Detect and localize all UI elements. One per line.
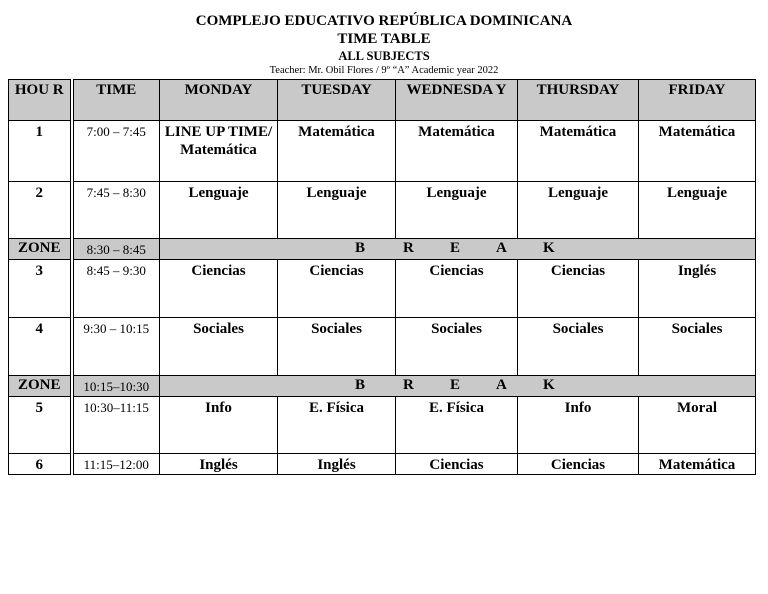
hour-cell: 5 (9, 397, 72, 454)
wednesday-cell: E. Física (396, 397, 518, 454)
break-letter: K (543, 377, 555, 393)
time-cell: 8:30 – 8:45 (72, 239, 160, 260)
wednesday-cell: Sociales (396, 318, 518, 376)
monday-cell: Info (160, 397, 278, 454)
zone-cell: ZONE (9, 239, 72, 260)
break-row (9, 376, 756, 397)
timetable (8, 79, 756, 475)
monday-cell: Ciencias (160, 260, 278, 318)
time-cell: 7:45 – 8:30 (72, 182, 160, 239)
time-cell: 11:15–12:00 (72, 454, 160, 475)
friday-cell: Sociales (639, 318, 756, 376)
hour-cell: 4 (9, 318, 72, 376)
tuesday-cell: Lenguaje (278, 182, 396, 239)
time-cell: 7:00 – 7:45 (72, 121, 160, 182)
break-letter: B (355, 377, 366, 393)
hour-cell: 6 (9, 454, 72, 475)
time-cell: 8:45 – 9:30 (72, 260, 160, 318)
tuesday-cell: E. Física (278, 397, 396, 454)
break-cell (160, 239, 756, 260)
thursday-cell: Sociales (518, 318, 639, 376)
break-letter: R (403, 377, 414, 393)
table-row (9, 121, 756, 182)
break-row (9, 239, 756, 260)
break-letter: E (450, 240, 461, 256)
wednesday-cell: Ciencias (396, 454, 518, 475)
col-header-wednesday: WEDNESDA Y (396, 80, 518, 121)
friday-cell: Moral (639, 397, 756, 454)
break-letter: A (496, 240, 507, 256)
tuesday-cell: Ciencias (278, 260, 396, 318)
monday-cell: LINE UP TIME/ Matemática (160, 121, 278, 182)
monday-cell: Lenguaje (160, 182, 278, 239)
wednesday-cell: Ciencias (396, 260, 518, 318)
monday-cell: Sociales (160, 318, 278, 376)
hour-cell: 1 (9, 121, 72, 182)
table-row (9, 318, 756, 376)
thursday-cell: Info (518, 397, 639, 454)
friday-cell: Inglés (639, 260, 756, 318)
table-row (9, 182, 756, 239)
document-title: TIME TABLE (337, 31, 431, 47)
wednesday-cell: Lenguaje (396, 182, 518, 239)
thursday-cell: Ciencias (518, 260, 639, 318)
thursday-cell: Matemática (518, 121, 639, 182)
time-cell: 10:30–11:15 (72, 397, 160, 454)
break-letter: K (543, 240, 555, 256)
hour-cell: 2 (9, 182, 72, 239)
col-header-thursday: THURSDAY (518, 80, 639, 121)
friday-cell: Matemática (639, 454, 756, 475)
friday-cell: Lenguaje (639, 182, 756, 239)
col-header-hour: HOU R (9, 80, 72, 121)
col-header-tuesday: TUESDAY (278, 80, 396, 121)
school-name: COMPLEJO EDUCATIVO REPÚBLICA DOMINICANA (195, 13, 573, 29)
teacher-line: Teacher: Mr. Obil Flores / 9º “A” Academic year 2022 (269, 65, 499, 76)
time-cell: 10:15–10:30 (72, 376, 160, 397)
table-row (9, 397, 756, 454)
friday-cell: Matemática (639, 121, 756, 182)
document-subtitle: ALL SUBJECTS (338, 49, 430, 63)
break-letter: R (403, 240, 414, 256)
wednesday-cell: Matemática (396, 121, 518, 182)
col-header-time: TIME (72, 80, 160, 121)
break-letter: E (450, 377, 461, 393)
col-header-monday: MONDAY (160, 80, 278, 121)
monday-cell: Inglés (160, 454, 278, 475)
break-letter: B (355, 240, 366, 256)
break-cell (160, 376, 756, 397)
thursday-cell: Lenguaje (518, 182, 639, 239)
table-row (9, 260, 756, 318)
table-row (9, 454, 756, 475)
hour-cell: 3 (9, 260, 72, 318)
break-letter: A (496, 377, 507, 393)
col-header-friday: FRIDAY (639, 80, 756, 121)
time-cell: 9:30 – 10:15 (72, 318, 160, 376)
tuesday-cell: Sociales (278, 318, 396, 376)
thursday-cell: Ciencias (518, 454, 639, 475)
tuesday-cell: Matemática (278, 121, 396, 182)
header-row (9, 80, 756, 121)
tuesday-cell: Inglés (278, 454, 396, 475)
zone-cell: ZONE (9, 376, 72, 397)
